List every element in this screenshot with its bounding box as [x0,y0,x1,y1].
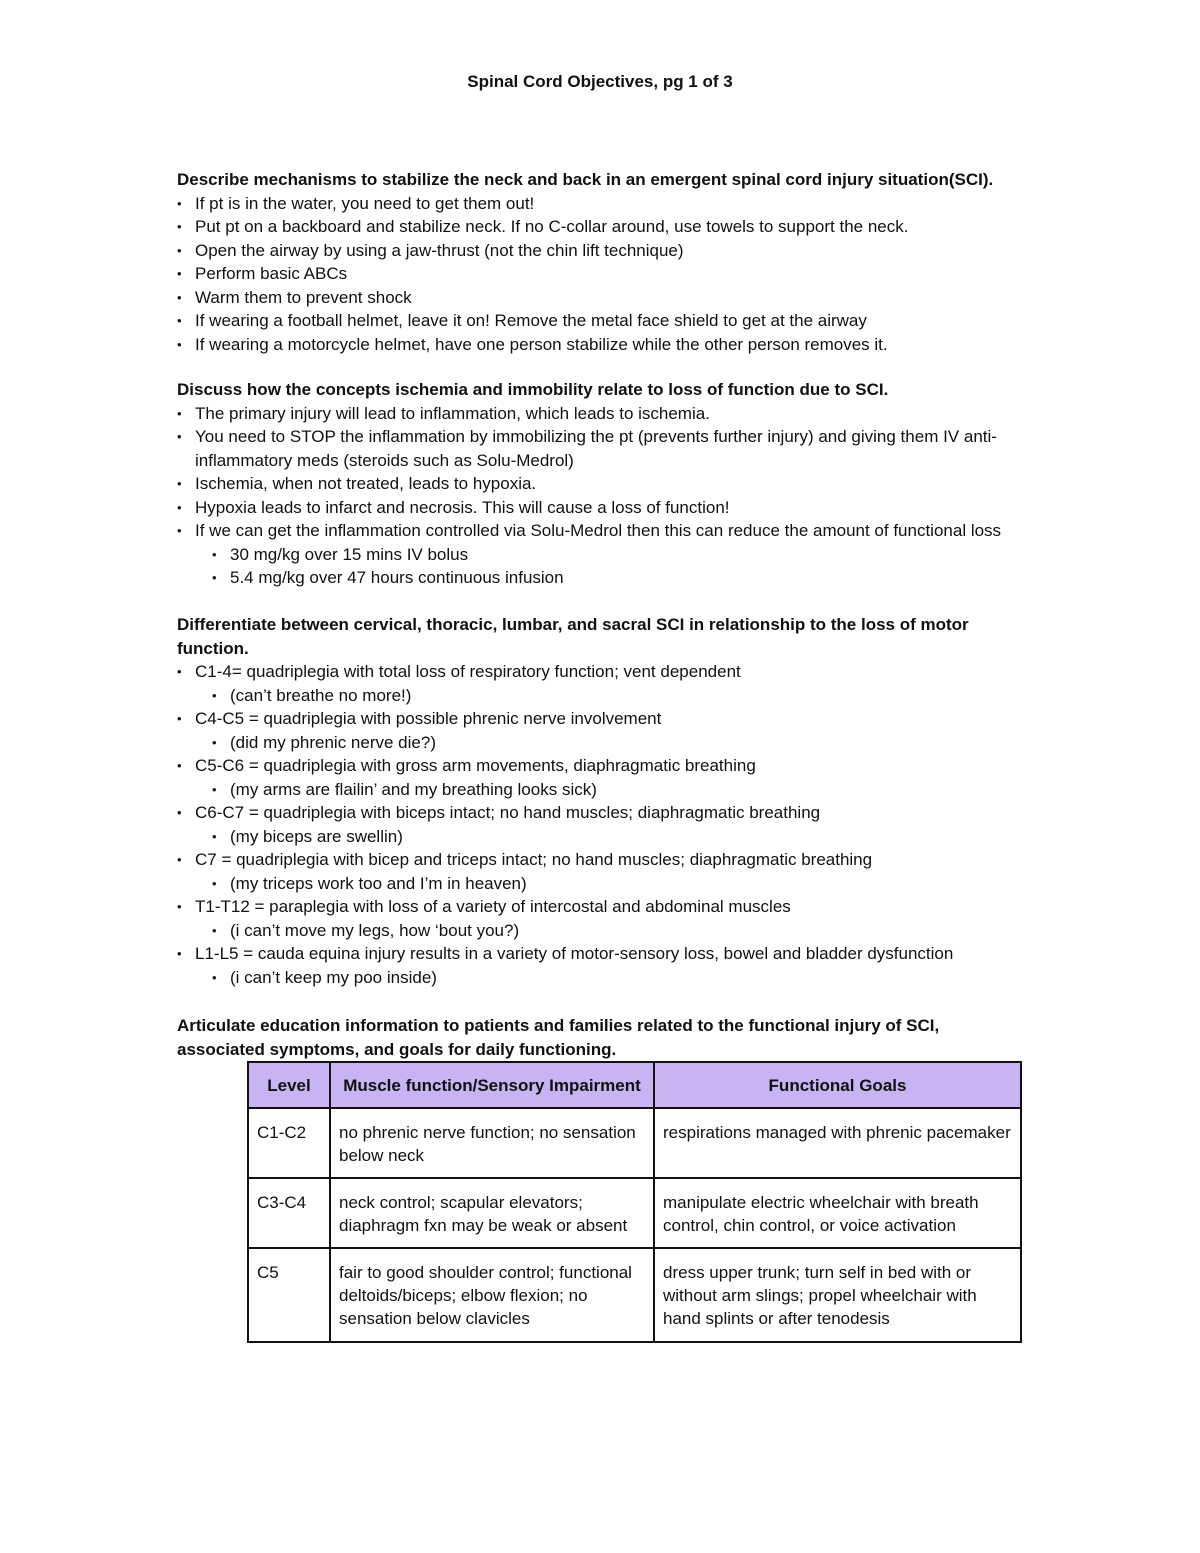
table-row [248,1108,1021,1178]
list-item: • L1-L5 = cauda equina injury results in a variety of motor-sensory loss, bowel and bladder dysfunction [177,942,1027,966]
cell-level: C3-C4 [248,1178,330,1248]
cell-functional-goals: respirations managed with phrenic pacemaker [654,1108,1021,1178]
cell-functional-goals: manipulate electric wheelchair with breath control, chin control, or voice activation [654,1178,1021,1248]
section-motor-loss [177,613,1027,989]
list-item: • Ischemia, when not treated, leads to hypoxia. [177,472,1027,496]
list-item: • If wearing a motorcycle helmet, have one person stabilize while the other person removes it. [177,333,1027,357]
sub-list-item: • (i can’t keep my poo inside) [177,966,1027,990]
sub-list-item: • (my arms are flailin’ and my breathing looks sick) [177,778,1027,802]
sub-list-item: • (my biceps are swellin) [177,825,1027,849]
list-item: • C6-C7 = quadriplegia with biceps intact; no hand muscles; diaphragmatic breathing [177,801,1027,825]
cell-muscle-function: fair to good shoulder control; functional deltoids/biceps; elbow flexion; no sensation below clavicles [330,1248,654,1342]
list-item: • Perform basic ABCs [177,262,1027,286]
list-item: • If we can get the inflammation controlled via Solu-Medrol then this can reduce the amount of functional loss [177,519,1027,543]
bullet-list [177,192,1027,357]
column-header-functional-goals: Functional Goals [654,1062,1021,1108]
cell-level: C1-C2 [248,1108,330,1178]
column-header-muscle-function: Muscle function/Sensory Impairment [330,1062,654,1108]
sub-list-item: • (my triceps work too and I’m in heaven) [177,872,1027,896]
page-title: Spinal Cord Objectives, pg 1 of 3 [467,72,733,91]
list-item: • T1-T12 = paraplegia with loss of a variety of intercostal and abdominal muscles [177,895,1027,919]
table-row [248,1248,1021,1342]
section-heading: Articulate education information to patients and families related to the functional injury of SCI, associated symptoms, and goals for daily functioning. [177,1016,940,1059]
table-header-row [248,1062,1021,1108]
list-item: • C7 = quadriplegia with bicep and triceps intact; no hand muscles; diaphragmatic breathing [177,848,1027,872]
section-heading: Differentiate between cervical, thoracic, lumbar, and sacral SCI in relationship to the loss of motor function. [177,615,969,658]
column-header-level: Level [248,1062,330,1108]
sub-list-item: • 5.4 mg/kg over 47 hours continuous infusion [177,566,1027,590]
section-heading: Describe mechanisms to stabilize the neck and back in an emergent spinal cord injury situation(SCI). [177,170,994,189]
list-item: • If wearing a football helmet, leave it on! Remove the metal face shield to get at the airway [177,309,1027,333]
sub-list-item: • 30 mg/kg over 15 mins IV bolus [177,543,1027,567]
sub-list-item: • (can’t breathe no more!) [177,684,1027,708]
functional-goals-table [247,1061,1022,1343]
sub-list-item: • (did my phrenic nerve die?) [177,731,1027,755]
cell-muscle-function: neck control; scapular elevators; diaphragm fxn may be weak or absent [330,1178,654,1248]
list-item: • C4-C5 = quadriplegia with possible phrenic nerve involvement [177,707,1027,731]
section-heading: Discuss how the concepts ischemia and immobility relate to loss of function due to SCI. [177,380,889,399]
list-item: • You need to STOP the inflammation by immobilizing the pt (prevents further injury) and giving them IV anti-inflammatory meds (steroids such as Solu-Medrol) [177,425,1027,472]
section-education [177,1014,1027,1061]
section-stabilization [177,168,1027,356]
list-item: • Warm them to prevent shock [177,286,1027,310]
table-row [248,1178,1021,1248]
cell-muscle-function: no phrenic nerve function; no sensation below neck [330,1108,654,1178]
bullet-list [177,402,1027,590]
list-item: • C5-C6 = quadriplegia with gross arm movements, diaphragmatic breathing [177,754,1027,778]
list-item: • Hypoxia leads to infarct and necrosis. This will cause a loss of function! [177,496,1027,520]
list-item: • The primary injury will lead to inflammation, which leads to ischemia. [177,402,1027,426]
list-item: • Open the airway by using a jaw-thrust (not the chin lift technique) [177,239,1027,263]
cell-level: C5 [248,1248,330,1342]
list-item: • Put pt on a backboard and stabilize neck. If no C-collar around, use towels to support the neck. [177,215,1027,239]
list-item: • If pt is in the water, you need to get them out! [177,192,1027,216]
sub-list-item: • (i can’t move my legs, how ‘bout you?) [177,919,1027,943]
list-item: • C1-4= quadriplegia with total loss of respiratory function; vent dependent [177,660,1027,684]
cell-functional-goals: dress upper trunk; turn self in bed with or without arm slings; propel wheelchair with hand splints or after tenodesis [654,1248,1021,1342]
section-ischemia [177,378,1027,590]
bullet-list [177,660,1027,989]
